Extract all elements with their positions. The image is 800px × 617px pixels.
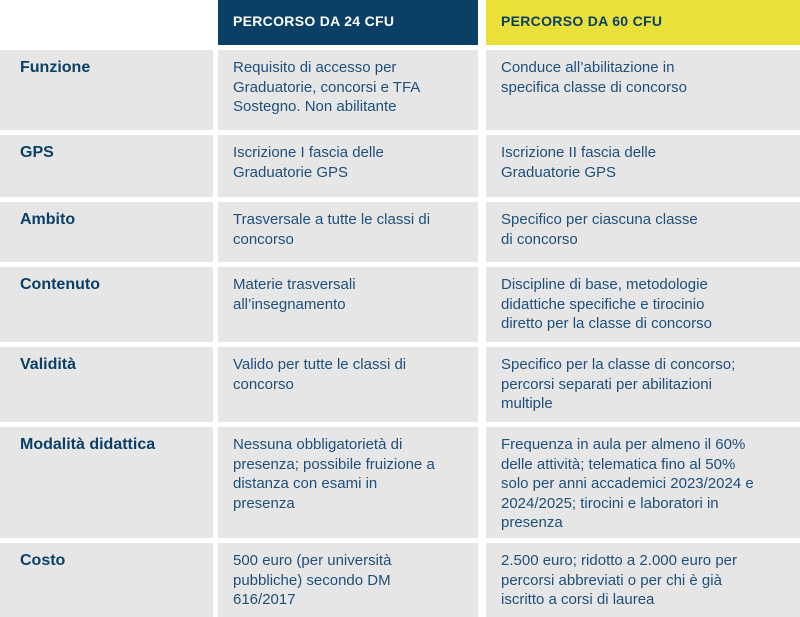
cell-24-cfu: Iscrizione I fascia delle Graduatorie GPS [218,135,478,197]
cell-60-cfu: Frequenza in aula per almeno il 60% delle attività; telematica fino al 50% solo per anni accademici 2023/2024 e 2024/2025; tirocini e laboratori in presenza [486,427,800,538]
cell-24-cfu: Requisito di accesso per Graduatorie, concorsi e TFA Sostegno. Non abilitante [218,50,478,130]
row-label: Contenuto [0,267,213,342]
table-row-validita [0,347,800,422]
header-24-cfu: PERCORSO DA 24 CFU [218,0,478,45]
row-label: Validità [0,347,213,422]
cell-24-cfu: Trasversale a tutte le classi di concorso [218,202,478,262]
cell-60-cfu: Discipline di base, metodologie didattiche specifiche e tirocinio diretto per la classe di concorso [486,267,800,342]
cell-60-cfu: Specifico per la classe di concorso; percorsi separati per abilitazioni multiple [486,347,800,422]
row-label: Modalità didattica [0,427,213,538]
cell-24-cfu: 500 euro (per università pubbliche) secondo DM 616/2017 [218,543,478,617]
table-row-ambito [0,202,800,262]
cell-60-cfu: Specifico per ciascuna classe di concorso [486,202,800,262]
row-label: Costo [0,543,213,617]
table-header [0,0,800,45]
table-row-modalita-didattica [0,427,800,538]
cell-60-cfu: Conduce all’abilitazione in specifica classe di concorso [486,50,800,130]
cell-24-cfu: Nessuna obbligatorietà di presenza; possibile fruizione a distanza con esami in presenza [218,427,478,538]
cell-60-cfu: Iscrizione II fascia delle Graduatorie GPS [486,135,800,197]
header-60-cfu: PERCORSO DA 60 CFU [486,0,800,45]
header-empty-cell [0,0,213,45]
cell-24-cfu: Valido per tutte le classi di concorso [218,347,478,422]
row-label: GPS [0,135,213,197]
row-label: Funzione [0,50,213,130]
table-row-costo [0,543,800,617]
table-row-funzione [0,50,800,130]
cell-60-cfu: 2.500 euro; ridotto a 2.000 euro per percorsi abbreviati o per chi è già iscritto a corsi di laurea [486,543,800,617]
row-label: Ambito [0,202,213,262]
table-row-gps [0,135,800,197]
cell-24-cfu: Materie trasversali all’insegnamento [218,267,478,342]
table-row-contenuto [0,267,800,342]
